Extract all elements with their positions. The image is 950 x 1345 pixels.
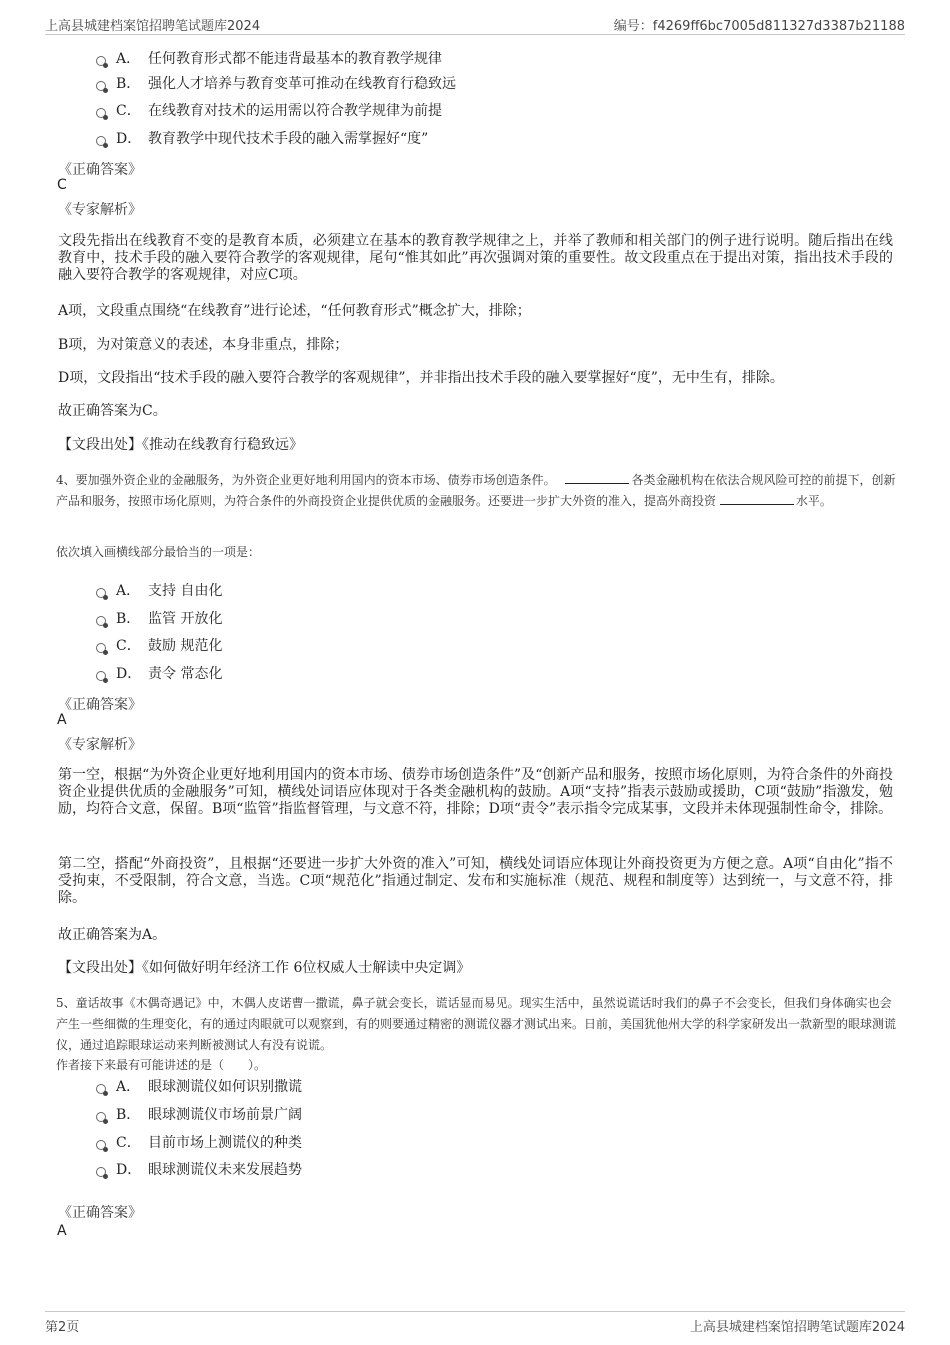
q4-stem: 4、要加强外资企业的金融服务，为外资企业更好地利用国内的资本市场、债券市场创造条件。 各类金融机构在依法合规风险可控的前提下，创新产品和服务，按照市场化原则，为符合条件的外商投资企业提供优质的金融服务。还要进一步扩大外资的准入，提高外商投资 水平。 <box>56 473 896 508</box>
q5-option-b[interactable]: B． 眼球测谎仪市场前景广阔 <box>96 1104 302 1124</box>
radio-icon[interactable] <box>96 1140 106 1150</box>
page-number: 第2页 <box>45 1320 80 1335</box>
radio-icon[interactable] <box>96 81 106 91</box>
radio-icon[interactable] <box>96 56 106 66</box>
page-footer <box>45 1311 905 1336</box>
header-title: 上高县城建档案馆招聘笔试题库2024 <box>45 19 261 34</box>
q4-option-c[interactable]: C． 鼓励 规范化 <box>96 635 222 655</box>
page-header <box>45 12 905 35</box>
radio-icon[interactable] <box>96 136 106 146</box>
q5-stem: 5、童话故事《木偶奇遇记》中，木偶人皮诺曹一撒谎，鼻子就会变长，谎话显而易见。现实生活中，虽然说谎话时我们的鼻子不会变长，但我们身体确实也会产生一些细微的生理变化，有的通过肉眼就可以观察到，有的则要通过精密的测谎仪器才测试出来。日前，美国犹他州大学的科学家研发出一款新型的眼球测谎仪，通过追踪眼球运动来判断被测试人有没有说谎。 <box>56 996 897 1052</box>
radio-icon[interactable] <box>96 671 106 681</box>
q5-question: 作者接下来最有可能讲述的是（ ）。 <box>56 1058 267 1072</box>
header-doc-id: 编号：f4269ff6bc7005d811327d3387b21188 <box>613 19 905 34</box>
radio-icon[interactable] <box>96 616 106 626</box>
q5-answer: A <box>57 1223 67 1239</box>
footer-title: 上高县城建档案馆招聘笔试题库2024 <box>689 1320 905 1335</box>
radio-icon[interactable] <box>96 588 106 598</box>
q4-option-d[interactable]: D． 责令 常态化 <box>96 663 222 683</box>
q3-source: 【文段出处】《推动在线教育行稳致远》 <box>58 437 303 453</box>
radio-icon[interactable] <box>96 1167 106 1177</box>
q3-analysis-p1: 文段先指出在线教育不变的是教育本质，必须建立在基本的教育教学规律之上，并举了教师和相关部门的例子进行说明。随后指出在线教育中，技术手段的融入要符合教学的客观规律，尾句“惟其如此”再次强调对策的重要性。故文段重点在于提出对策，指出技术手段的融入要符合教学的客观规律，对应C项。 <box>58 233 893 283</box>
q4-analysis-p2: 第二空，搭配“外商投资”，且根据“还要进一步扩大外资的准入”可知，横线处词语应体现让外商投资更为方便之意。A项“自由化”指不受拘束，不受限制，符合文意，当选。C项“规范化”指通过制定、发布和实施标准（规范、规程和制度等）达到统一，与文意不符，排除。 <box>58 856 893 906</box>
q4-analysis-label: 《专家解析》 <box>58 737 142 753</box>
q4-source: 【文段出处】《如何做好明年经济工作 6位权威人士解读中央定调》 <box>58 960 471 976</box>
blank-line <box>565 471 629 484</box>
q4-answer-label: 《正确答案》 <box>58 697 142 713</box>
q3-analysis-p4: D项，文段指出“技术手段的融入要符合教学的客观规律”，并非指出技术手段的融入要掌握好“度”，无中生有，排除。 <box>58 370 784 386</box>
blank-line <box>720 492 794 505</box>
q3-answer-label: 《正确答案》 <box>58 162 142 178</box>
q3-answer: C <box>57 177 67 193</box>
q3-analysis-p5: 故正确答案为C。 <box>58 403 167 419</box>
q3-option-a[interactable]: A． 任何教育形式都不能违背最基本的教育教学规律 <box>96 48 442 68</box>
q4-option-a[interactable]: A． 支持 自由化 <box>96 580 222 600</box>
q3-analysis-p3: B项，为对策意义的表述，本身非重点，排除； <box>58 337 349 353</box>
q4-option-b[interactable]: B． 监管 开放化 <box>96 608 222 628</box>
radio-icon[interactable] <box>96 108 106 118</box>
q4-instruction: 依次填入画横线部分最恰当的一项是： <box>56 545 261 559</box>
q5-option-a[interactable]: A． 眼球测谎仪如何识别撒谎 <box>96 1076 302 1096</box>
q3-analysis-p2: A项，文段重点围绕“在线教育”进行论述，“任何教育形式”概念扩大，排除； <box>58 303 531 319</box>
q3-option-b[interactable]: B． 强化人才培养与教育变革可推动在线教育行稳致远 <box>96 73 456 93</box>
radio-icon[interactable] <box>96 643 106 653</box>
q5-answer-label: 《正确答案》 <box>58 1205 142 1221</box>
q4-analysis-p3: 故正确答案为A。 <box>58 927 167 943</box>
q3-option-d[interactable]: D． 教育教学中现代技术手段的融入需掌握好“度” <box>96 128 428 148</box>
q5-option-d[interactable]: D． 眼球测谎仪未来发展趋势 <box>96 1159 302 1179</box>
q3-analysis-label: 《专家解析》 <box>58 202 142 218</box>
radio-icon[interactable] <box>96 1084 106 1094</box>
q4-analysis-p1: 第一空，根据“为外资企业更好地利用国内的资本市场、债券市场创造条件”及“创新产品和服务，按照市场化原则，为符合条件的外商投资企业提供优质的金融服务”可知，横线处词语应体现对于各类金融机构的鼓励。A项“支持”指表示鼓励或援助，C项“鼓励”指激发，勉励，均符合文意，保留。B项“监管”指监督管理，与文意不符，排除；D项“责令”表示指令完成某事，文段并未体现强制性命令，排除。 <box>58 767 893 817</box>
radio-icon[interactable] <box>96 1112 106 1122</box>
q4-answer: A <box>57 712 67 728</box>
q5-option-c[interactable]: C． 目前市场上测谎仪的种类 <box>96 1132 302 1152</box>
q3-option-c[interactable]: C． 在线教育对技术的运用需以符合教学规律为前提 <box>96 100 442 120</box>
